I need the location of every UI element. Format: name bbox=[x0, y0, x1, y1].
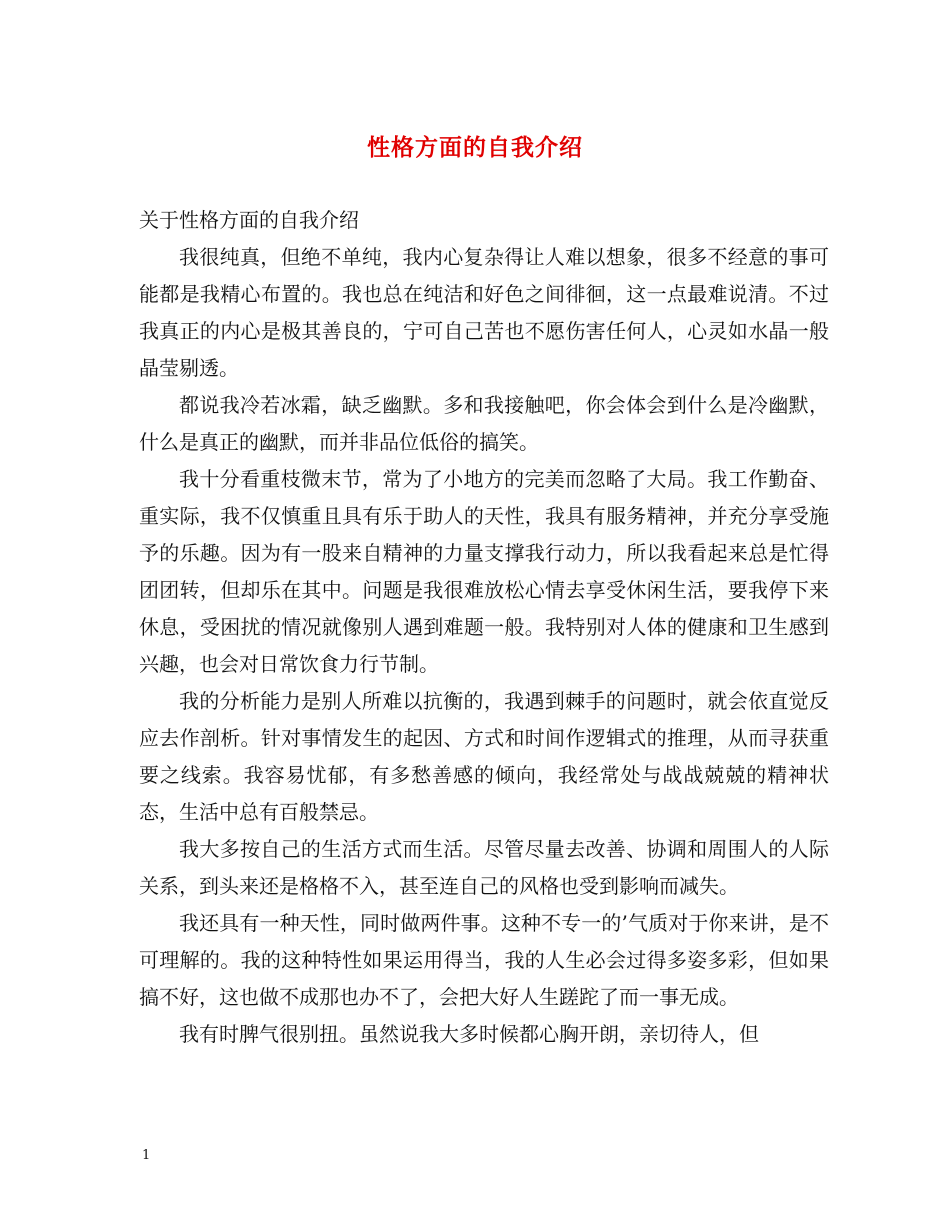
document-subtitle: 关于性格方面的自我介绍 bbox=[139, 208, 359, 232]
page-number: 1 bbox=[142, 1148, 151, 1163]
document-body bbox=[139, 202, 829, 1053]
paragraph: 我的分析能力是别人所难以抗衡的，我遇到棘手的问题时，就会依直觉反应去作剖析。针对事情发生的起因、方式和时间作逻辑式的推理，从而寻获重要之线索。我容易忧郁，有多愁善感的倾向，我经常处与战战兢兢的精神状态，生活中总有百般禁忌。 bbox=[139, 689, 829, 824]
page-title: 性格方面的自我介绍 bbox=[367, 134, 583, 161]
paragraph: 都说我冷若冰霜，缺乏幽默。多和我接触吧，你会体会到什么是冷幽默，什么是真正的幽默，而并非品位低俗的搞笑。 bbox=[139, 393, 829, 454]
paragraph: 我很纯真，但绝不单纯，我内心复杂得让人难以想象，很多不经意的事可能都是我精心布置的。我也总在纯洁和好色之间徘徊，这一点最难说清。不过我真正的内心是极其善良的，宁可自己苦也不愿伤害任何人，心灵如水晶一般晶莹剔透。 bbox=[139, 245, 829, 380]
paragraph: 我大多按自己的生活方式而生活。尽管尽量去改善、协调和周围人的人际关系，到头来还是格格不入，甚至连自己的风格也受到影响而减失。 bbox=[139, 837, 829, 898]
paragraph: 我还具有一种天性，同时做两件事。这种不专一的’气质对于你来讲，是不可理解的。我的这种特性如果运用得当，我的人生必会过得多姿多彩，但如果搞不好，这也做不成那也办不了，会把大好人生蹉跎了而一事无成。 bbox=[139, 911, 829, 1009]
paragraph: 我十分看重枝微末节，常为了小地方的完美而忽略了大局。我工作勤奋、重实际，我不仅慎重且具有乐于助人的天性，我具有服务精神，并充分享受施予的乐趣。因为有一股来自精神的力量支撑我行动力，所以我看起来总是忙得团团转，但却乐在其中。问题是我很难放松心情去享受休闲生活，要我停下来休息，受困扰的情况就像别人遇到难题一般。我特别对人体的健康和卫生感到兴趣，也会对日常饮食力行节制。 bbox=[139, 467, 829, 676]
paragraph: 我有时脾气很别扭。虽然说我大多时候都心胸开朗，亲切待人，但 bbox=[179, 1022, 759, 1046]
